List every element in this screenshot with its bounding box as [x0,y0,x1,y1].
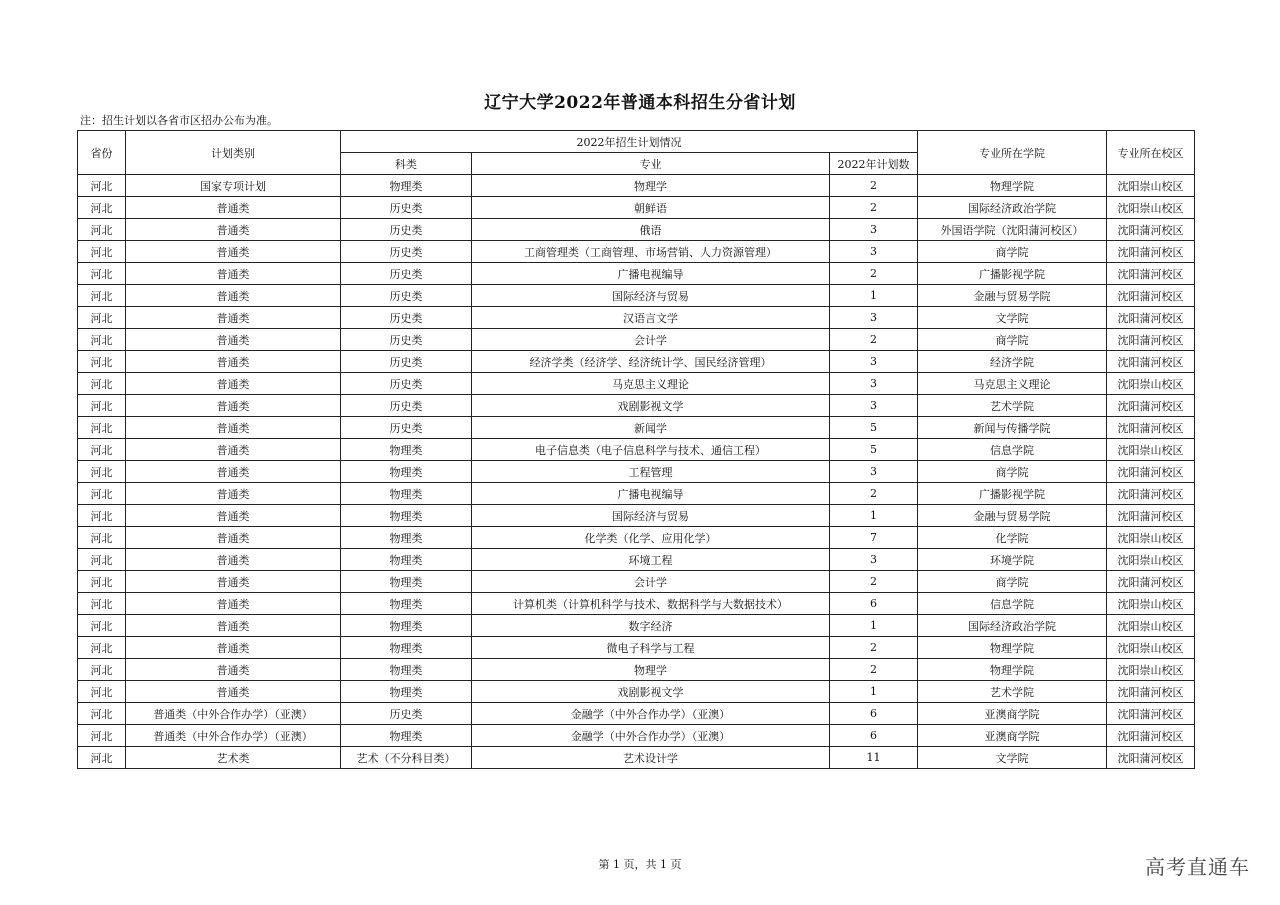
cell-plan-type: 普通类 [126,285,341,307]
cell-province: 河北 [78,285,126,307]
table-row [78,703,1195,725]
cell-plan-type: 普通类 [126,373,341,395]
cell-plan-type: 普通类 [126,505,341,527]
cell-province: 河北 [78,725,126,747]
cell-campus: 沈阳崇山校区 [1107,527,1195,549]
table-row [78,351,1195,373]
cell-plan-type: 普通类 [126,241,341,263]
watermark: 高考直通车 [1145,855,1250,879]
cell-college: 艺术学院 [918,395,1107,417]
cell-campus: 沈阳蒲河校区 [1107,241,1195,263]
cell-count: 5 [830,417,918,439]
cell-plan-type: 普通类 [126,659,341,681]
cell-subject: 历史类 [341,285,472,307]
cell-college: 广播影视学院 [918,263,1107,285]
table-row [78,285,1195,307]
cell-count: 2 [830,329,918,351]
cell-plan-type: 普通类 [126,329,341,351]
cell-college: 商学院 [918,241,1107,263]
table-row [78,483,1195,505]
cell-subject: 物理类 [341,725,472,747]
cell-campus: 沈阳崇山校区 [1107,197,1195,219]
cell-plan-type: 普通类 [126,351,341,373]
cell-subject: 物理类 [341,483,472,505]
cell-major: 马克思主义理论 [472,373,830,395]
cell-province: 河北 [78,351,126,373]
cell-count: 2 [830,263,918,285]
cell-plan-type: 国家专项计划 [126,175,341,197]
cell-subject: 历史类 [341,395,472,417]
cell-major: 戏剧影视文学 [472,395,830,417]
cell-count: 3 [830,241,918,263]
cell-major: 工程管理 [472,461,830,483]
cell-college: 文学院 [918,307,1107,329]
cell-college: 亚澳商学院 [918,725,1107,747]
cell-plan-type: 普通类 [126,417,341,439]
cell-count: 6 [830,593,918,615]
cell-college: 经济学院 [918,351,1107,373]
cell-plan-type: 普通类 [126,681,341,703]
cell-plan-type: 普通类 [126,527,341,549]
table-row [78,219,1195,241]
cell-plan-type: 普通类 [126,571,341,593]
page-footer: 第 1 页，共 1 页 [598,858,682,871]
cell-plan-type: 普通类 [126,263,341,285]
cell-campus: 沈阳蒲河校区 [1107,351,1195,373]
cell-subject: 历史类 [341,307,472,329]
cell-count: 1 [830,285,918,307]
cell-college: 商学院 [918,461,1107,483]
cell-major: 经济学类（经济学、经济统计学、国民经济管理） [472,351,830,373]
cell-college: 马克思主义理论 [918,373,1107,395]
cell-province: 河北 [78,241,126,263]
cell-college: 国际经济政治学院 [918,615,1107,637]
cell-college: 亚澳商学院 [918,703,1107,725]
cell-count: 3 [830,219,918,241]
enrollment-plan-table [77,130,1195,769]
cell-count: 2 [830,659,918,681]
cell-plan-type: 普通类 [126,439,341,461]
cell-campus: 沈阳崇山校区 [1107,593,1195,615]
table-row [78,637,1195,659]
cell-province: 河北 [78,615,126,637]
cell-subject: 历史类 [341,197,472,219]
header-major: 专业 [472,153,830,175]
cell-major: 广播电视编导 [472,263,830,285]
cell-province: 河北 [78,417,126,439]
cell-campus: 沈阳崇山校区 [1107,549,1195,571]
cell-subject: 历史类 [341,219,472,241]
cell-college: 金融与贸易学院 [918,505,1107,527]
cell-plan-type: 普通类 [126,483,341,505]
cell-campus: 沈阳蒲河校区 [1107,329,1195,351]
cell-subject: 艺术（不分科目类） [341,747,472,769]
cell-major: 俄语 [472,219,830,241]
cell-count: 2 [830,637,918,659]
cell-college: 广播影视学院 [918,483,1107,505]
cell-plan-type: 普通类 [126,219,341,241]
cell-major: 新闻学 [472,417,830,439]
cell-count: 3 [830,549,918,571]
table-row [78,593,1195,615]
cell-province: 河北 [78,747,126,769]
table-row [78,747,1195,769]
cell-subject: 历史类 [341,241,472,263]
cell-count: 6 [830,703,918,725]
cell-count: 3 [830,461,918,483]
cell-province: 河北 [78,505,126,527]
cell-province: 河北 [78,483,126,505]
cell-college: 化学院 [918,527,1107,549]
table-row [78,307,1195,329]
cell-college: 外国语学院（沈阳蒲河校区） [918,219,1107,241]
cell-province: 河北 [78,175,126,197]
cell-province: 河北 [78,461,126,483]
cell-province: 河北 [78,197,126,219]
cell-campus: 沈阳蒲河校区 [1107,263,1195,285]
cell-campus: 沈阳蒲河校区 [1107,747,1195,769]
header-college: 专业所在学院 [918,131,1107,175]
cell-major: 国际经济与贸易 [472,285,830,307]
table-row [78,681,1195,703]
table-row [78,373,1195,395]
cell-count: 3 [830,373,918,395]
table-row [78,417,1195,439]
cell-count: 2 [830,197,918,219]
cell-province: 河北 [78,593,126,615]
cell-province: 河北 [78,439,126,461]
cell-major: 金融学（中外合作办学）（亚澳） [472,725,830,747]
cell-province: 河北 [78,681,126,703]
cell-campus: 沈阳蒲河校区 [1107,571,1195,593]
cell-campus: 沈阳崇山校区 [1107,175,1195,197]
table-row [78,571,1195,593]
cell-plan-type: 普通类 [126,197,341,219]
cell-college: 新闻与传播学院 [918,417,1107,439]
cell-campus: 沈阳蒲河校区 [1107,681,1195,703]
cell-count: 7 [830,527,918,549]
cell-province: 河北 [78,527,126,549]
cell-count: 5 [830,439,918,461]
cell-college: 信息学院 [918,439,1107,461]
header-plan-type: 计划类别 [126,131,341,175]
cell-plan-type: 普通类 [126,461,341,483]
cell-campus: 沈阳崇山校区 [1107,373,1195,395]
table-row [78,615,1195,637]
table-row [78,241,1195,263]
cell-campus: 沈阳蒲河校区 [1107,219,1195,241]
table-row [78,175,1195,197]
cell-subject: 物理类 [341,659,472,681]
cell-campus: 沈阳蒲河校区 [1107,483,1195,505]
cell-plan-type: 普通类 [126,615,341,637]
cell-subject: 历史类 [341,703,472,725]
cell-college: 物理学院 [918,175,1107,197]
cell-count: 2 [830,483,918,505]
table-row [78,659,1195,681]
cell-plan-type: 普通类 [126,307,341,329]
header-campus: 专业所在校区 [1107,131,1195,175]
cell-count: 2 [830,175,918,197]
cell-plan-type: 普通类 [126,593,341,615]
cell-province: 河北 [78,549,126,571]
cell-count: 2 [830,571,918,593]
cell-major: 朝鲜语 [472,197,830,219]
cell-count: 1 [830,505,918,527]
cell-major: 国际经济与贸易 [472,505,830,527]
cell-major: 计算机类（计算机科学与技术、数据科学与大数据技术） [472,593,830,615]
cell-college: 金融与贸易学院 [918,285,1107,307]
header-subject: 科类 [341,153,472,175]
cell-campus: 沈阳蒲河校区 [1107,307,1195,329]
cell-major: 会计学 [472,329,830,351]
table-row [78,439,1195,461]
cell-subject: 物理类 [341,527,472,549]
cell-college: 商学院 [918,329,1107,351]
cell-province: 河北 [78,307,126,329]
cell-count: 1 [830,615,918,637]
cell-campus: 沈阳蒲河校区 [1107,417,1195,439]
cell-college: 环境学院 [918,549,1107,571]
cell-province: 河北 [78,219,126,241]
table-row [78,461,1195,483]
header-count: 2022年计划数 [830,153,918,175]
cell-province: 河北 [78,395,126,417]
cell-province: 河北 [78,703,126,725]
cell-major: 广播电视编导 [472,483,830,505]
cell-province: 河北 [78,659,126,681]
table-row [78,263,1195,285]
cell-college: 信息学院 [918,593,1107,615]
cell-major: 艺术设计学 [472,747,830,769]
cell-province: 河北 [78,637,126,659]
cell-major: 物理学 [472,659,830,681]
page-title: 辽宁大学2022年普通本科招生分省计划 [484,93,796,113]
header-province: 省份 [78,131,126,175]
table-row [78,527,1195,549]
cell-campus: 沈阳崇山校区 [1107,659,1195,681]
cell-subject: 物理类 [341,549,472,571]
table-row [78,725,1195,747]
cell-major: 环境工程 [472,549,830,571]
cell-major: 化学类（化学、应用化学） [472,527,830,549]
table-row [78,549,1195,571]
cell-count: 3 [830,307,918,329]
cell-count: 3 [830,351,918,373]
cell-count: 3 [830,395,918,417]
cell-plan-type: 普通类 [126,549,341,571]
cell-plan-type: 普通类 [126,637,341,659]
cell-subject: 物理类 [341,505,472,527]
cell-campus: 沈阳崇山校区 [1107,637,1195,659]
cell-campus: 沈阳蒲河校区 [1107,285,1195,307]
cell-major: 戏剧影视文学 [472,681,830,703]
cell-campus: 沈阳蒲河校区 [1107,461,1195,483]
table-row [78,197,1195,219]
cell-college: 国际经济政治学院 [918,197,1107,219]
cell-college: 物理学院 [918,659,1107,681]
cell-subject: 物理类 [341,439,472,461]
cell-plan-type: 普通类（中外合作办学）（亚澳） [126,725,341,747]
cell-major: 数字经济 [472,615,830,637]
cell-campus: 沈阳蒲河校区 [1107,725,1195,747]
cell-major: 电子信息类（电子信息科学与技术、通信工程） [472,439,830,461]
cell-subject: 历史类 [341,351,472,373]
cell-campus: 沈阳崇山校区 [1107,615,1195,637]
table-row [78,505,1195,527]
table-row [78,395,1195,417]
table-row [78,329,1195,351]
cell-province: 河北 [78,373,126,395]
cell-college: 商学院 [918,571,1107,593]
cell-plan-type: 普通类（中外合作办学）（亚澳） [126,703,341,725]
cell-campus: 沈阳蒲河校区 [1107,505,1195,527]
cell-major: 物理学 [472,175,830,197]
header-plan-group: 2022年招生计划情况 [341,131,918,153]
cell-plan-type: 艺术类 [126,747,341,769]
cell-count: 11 [830,747,918,769]
cell-major: 会计学 [472,571,830,593]
cell-subject: 物理类 [341,593,472,615]
cell-plan-type: 普通类 [126,395,341,417]
cell-college: 文学院 [918,747,1107,769]
cell-campus: 沈阳蒲河校区 [1107,703,1195,725]
cell-subject: 物理类 [341,615,472,637]
table-body [78,175,1195,769]
cell-subject: 历史类 [341,263,472,285]
cell-college: 物理学院 [918,637,1107,659]
cell-subject: 历史类 [341,329,472,351]
cell-subject: 物理类 [341,175,472,197]
cell-subject: 物理类 [341,461,472,483]
cell-college: 艺术学院 [918,681,1107,703]
cell-major: 金融学（中外合作办学）（亚澳） [472,703,830,725]
cell-subject: 物理类 [341,637,472,659]
cell-subject: 物理类 [341,571,472,593]
cell-subject: 历史类 [341,373,472,395]
cell-major: 工商管理类（工商管理、市场营销、人力资源管理） [472,241,830,263]
cell-campus: 沈阳崇山校区 [1107,439,1195,461]
cell-major: 微电子科学与工程 [472,637,830,659]
cell-campus: 沈阳蒲河校区 [1107,395,1195,417]
cell-count: 1 [830,681,918,703]
cell-count: 6 [830,725,918,747]
cell-province: 河北 [78,263,126,285]
cell-major: 汉语言文学 [472,307,830,329]
cell-province: 河北 [78,571,126,593]
note-text: 注：招生计划以各省市区招办公布为准。 [80,114,278,127]
cell-subject: 历史类 [341,417,472,439]
cell-subject: 物理类 [341,681,472,703]
cell-province: 河北 [78,329,126,351]
